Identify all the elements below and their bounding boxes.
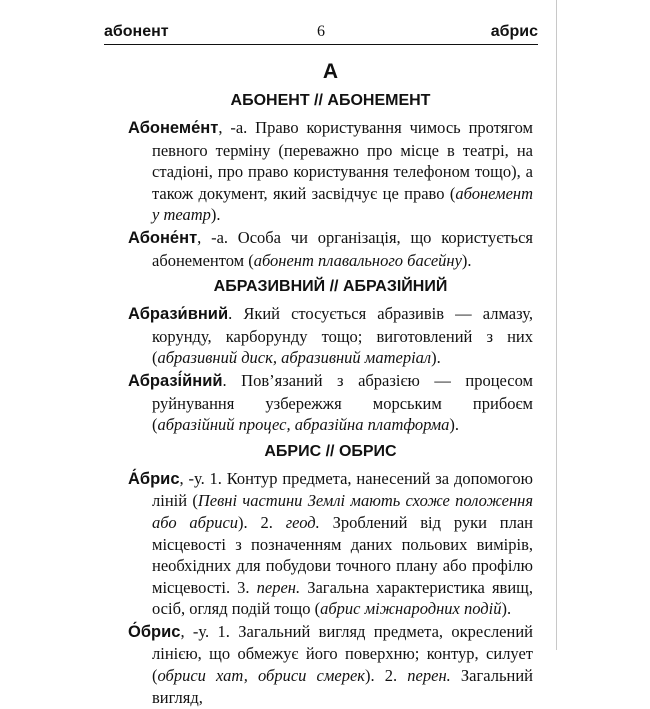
italic-fragment: абонемент у театр <box>152 183 533 225</box>
italic-fragment: абразійний процес, абразійна платформа <box>157 415 450 435</box>
entry-definition <box>152 228 533 270</box>
dictionary-entry <box>128 117 533 226</box>
page-edge-line <box>556 0 557 650</box>
definition-text: , -а. Право користування чимось протягом певного терміну (переважно про місце в театрі, на стадіоні, про право користування телефоном тощо), а також документ, який засвідчує це право ( <box>152 118 533 203</box>
running-header <box>104 22 538 44</box>
dictionary-entry <box>128 227 533 271</box>
dictionary-entry <box>128 303 533 369</box>
entry-headword: Абразі́йний <box>128 371 223 390</box>
section-heading: АБОНЕНТ // АБОНЕМЕНТ <box>230 92 431 109</box>
definition-text: ). <box>449 415 459 435</box>
definition-text: Загальний вигляд, <box>152 666 533 707</box>
entry-headword: Абрази́вний <box>128 305 229 324</box>
definition-text: ). 2. <box>238 512 286 532</box>
definition-text: ). 2. <box>365 666 408 686</box>
page-content <box>128 55 533 709</box>
definition-text: ). <box>501 599 512 619</box>
running-head-left: абонент <box>104 23 169 40</box>
italic-fragment: абонент плавального басейну <box>253 250 462 270</box>
dictionary-entry <box>128 621 533 708</box>
italic-fragment: абрис міжнародних подій <box>320 599 502 619</box>
entry-definition <box>152 622 533 707</box>
header-rule <box>104 44 538 45</box>
italic-fragment: перен. <box>407 666 451 686</box>
italic-fragment: обриси хат, обриси смерек <box>157 666 366 686</box>
definition-text: , -а. Особа чи організація, що користується абонементом ( <box>152 227 533 270</box>
page-number: 6 <box>317 23 325 40</box>
entry-definition <box>152 469 533 619</box>
section-abrazyvnyi <box>128 277 533 436</box>
italic-fragment: геод. <box>285 512 320 532</box>
section-abonent <box>128 91 533 271</box>
section-abrys <box>128 442 533 709</box>
running-head-right: абрис <box>490 23 538 40</box>
italic-fragment: перен. <box>256 577 301 597</box>
definition-text: ). <box>431 348 441 368</box>
dictionary-entry <box>128 468 533 620</box>
section-heading: АБРАЗИВНИЙ // АБРАЗІЙНИЙ <box>213 278 448 296</box>
definition-text: ). <box>210 205 221 225</box>
entry-headword: Абоне́нт <box>128 228 198 247</box>
definition-text: . Який стосується абразивів — алмазу, корунду, карборунду тощо; виготовлений з них ( <box>152 304 533 368</box>
definition-text: . Пов’язаний з абразією — процесом руйнування узбережжя морським прибоєм ( <box>152 370 533 435</box>
section-heading: АБРИС // ОБРИС <box>264 442 397 460</box>
section-letter: А <box>322 60 339 83</box>
entry-headword: Абонеме́нт <box>128 119 219 137</box>
italic-fragment: абразивний диск, абразивний матеріал <box>157 348 432 368</box>
definition-text: ). <box>461 250 472 270</box>
definition-text: Загальна характеристика явищ, осіб, огляд подій тощо ( <box>152 577 533 619</box>
definition-text: , -у. 1. Контур предмета, нанесений за допомогою ліній ( <box>152 468 533 511</box>
definition-text: , -у. 1. Загальний вигляд предмета, окреслений лінією, що обмежує його поверхню; контур, силует ( <box>152 621 533 686</box>
entry-headword: О́брис <box>128 622 181 641</box>
entry-headword: А́брис <box>128 469 180 488</box>
definition-text: Зроблений від руки план місцевості з позначенням даних польових вимірів, необхідних для побудови точного плану або профілю місцевості. 3. <box>152 512 534 597</box>
dictionary-entry <box>128 370 533 436</box>
italic-fragment: Певні частини Землі мають схоже положення або абриси <box>152 491 534 532</box>
